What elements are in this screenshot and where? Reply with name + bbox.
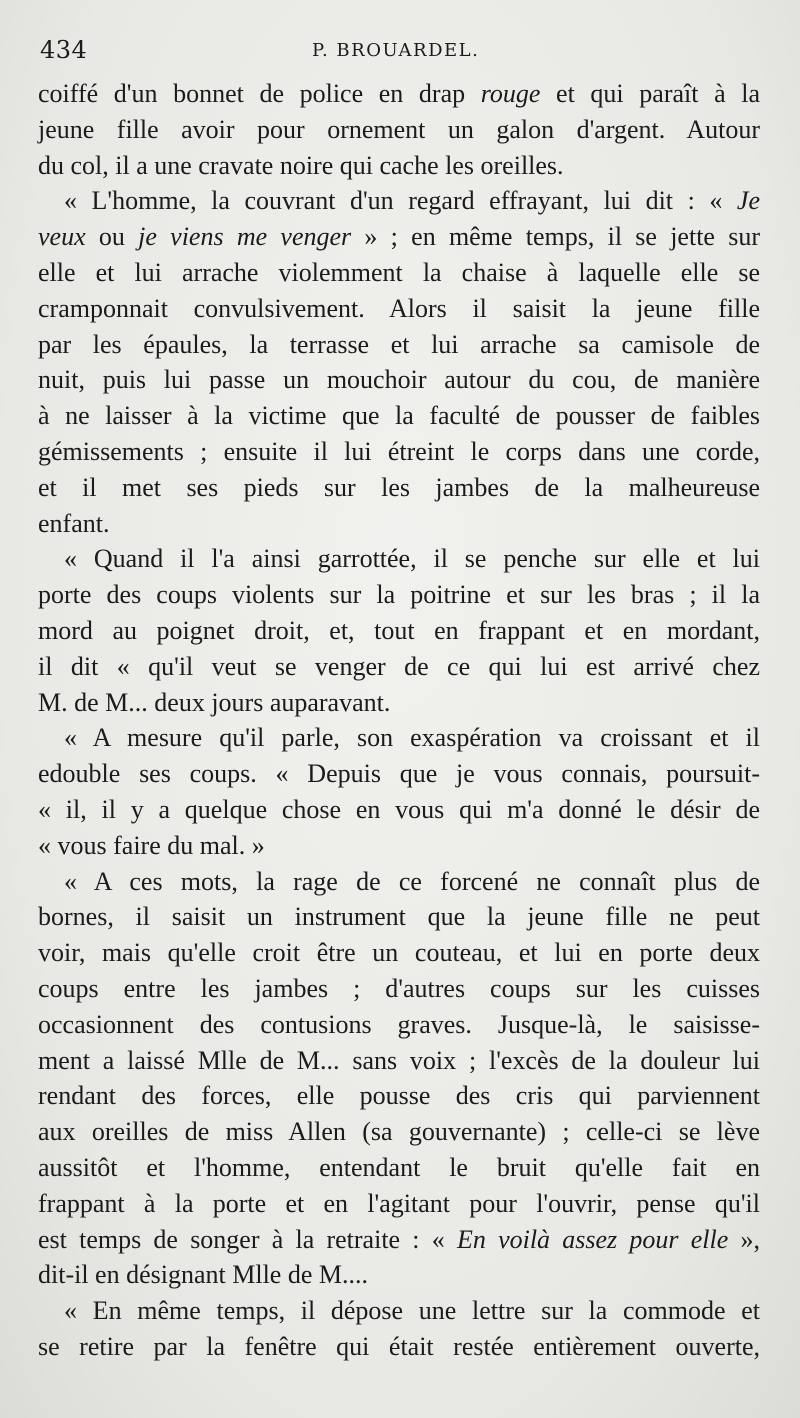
text-run: mord au poignet droit, et, tout en frappant et en mordant,	[38, 615, 760, 645]
text-run: edouble ses coups. « Depuis que je vous connais, poursuit-	[38, 759, 760, 789]
text-run: est temps de songer à la retraite : «	[38, 1224, 457, 1254]
text-line	[38, 792, 760, 828]
text-run: porte des coups violents sur la poitrine et sur les bras ; il la	[38, 580, 760, 610]
text-line	[38, 1150, 760, 1186]
text-line	[38, 1222, 760, 1258]
text-line	[38, 183, 760, 219]
text-run: aux oreilles de miss Allen (sa gouvernante) ; celle-ci se lève	[38, 1117, 760, 1147]
text-run: ou	[85, 222, 139, 252]
text-line	[38, 76, 760, 112]
text-line	[38, 541, 760, 577]
text-run: et qui paraît à la	[540, 79, 760, 108]
text-run: elle et lui arrache violemment la chaise à laquelle elle se	[38, 257, 760, 287]
text-run: M. de M... deux jours auparavant.	[38, 687, 391, 717]
text-run: » ; en même temps, il se jette sur	[351, 222, 760, 252]
page-header	[40, 36, 760, 70]
text-line	[38, 255, 760, 291]
text-run: aussitôt et l'homme, entendant le bruit qu'elle fait en	[38, 1152, 760, 1182]
text-line	[38, 685, 760, 721]
text-run: gémissements ; ensuite il lui étreint le corps dans une corde,	[38, 436, 760, 466]
text-line	[38, 1114, 760, 1150]
text-line	[38, 1078, 760, 1114]
text-run: « A mesure qu'il parle, son exaspération va croissant et il	[64, 723, 760, 753]
text-line	[38, 720, 760, 756]
text-run: coups entre les jambes ; d'autres coups sur les cuisses	[38, 973, 760, 1003]
text-run: dit-il en désignant Mlle de M....	[38, 1260, 369, 1290]
text-run: par les épaules, la terrasse et lui arrache sa camisole de	[38, 329, 760, 359]
text-run: voir, mais qu'elle croit être un couteau, et lui en porte deux	[38, 938, 760, 968]
italic-text: je viens me venger	[138, 222, 352, 252]
text-line	[38, 1043, 760, 1079]
text-line	[38, 577, 760, 613]
text-line	[38, 1007, 760, 1043]
text-line	[38, 1329, 760, 1365]
text-run: nuit, puis lui passe un mouchoir autour du cou, de manière	[38, 365, 760, 395]
text-run: bornes, il saisit un instrument que la jeune fille ne peut	[38, 902, 760, 932]
text-run: « En même temps, il dépose une lettre sur la commode et	[64, 1296, 760, 1326]
text-run: « L'homme, la couvrant d'un regard effrayant, lui dit : «	[64, 186, 737, 216]
text-line	[38, 148, 760, 184]
text-line	[38, 971, 760, 1007]
text-run: à ne laisser à la victime que la faculté de pousser de faibles	[38, 401, 760, 431]
text-run: « A ces mots, la rage de ce forcené ne connaît plus de	[64, 866, 760, 896]
text-run: coiffé d'un bonnet de police en drap	[38, 79, 481, 108]
text-line	[38, 398, 760, 434]
text-run: du col, il a une cravate noire qui cache les oreilles.	[38, 150, 564, 180]
text-line	[38, 1293, 760, 1329]
text-line	[38, 327, 760, 363]
text-run: rendant des forces, elle pousse des cris qui parviennent	[38, 1081, 760, 1111]
italic-text: rouge	[480, 79, 541, 108]
body-text	[38, 76, 760, 1365]
text-line	[38, 935, 760, 971]
text-line	[38, 112, 760, 148]
text-line	[38, 470, 760, 506]
text-line	[38, 828, 760, 864]
text-line	[38, 864, 760, 900]
text-run: cramponnait convulsivement. Alors il saisit la jeune fille	[38, 293, 760, 323]
italic-text: En voilà assez pour elle	[456, 1224, 729, 1254]
text-line	[38, 756, 760, 792]
running-head: P. BROUARDEL.	[312, 40, 480, 61]
italic-text: veux	[38, 222, 86, 252]
text-line	[38, 649, 760, 685]
text-line	[38, 1186, 760, 1222]
text-run: »,	[728, 1224, 760, 1254]
text-run: « vous faire du mal. »	[38, 830, 265, 860]
text-line	[38, 899, 760, 935]
text-run: il dit « qu'il veut se venger de ce qui lui est arrivé chez	[38, 651, 760, 681]
text-line	[38, 434, 760, 470]
text-line	[38, 362, 760, 398]
italic-text: Je	[736, 186, 760, 216]
text-run: ment a laissé Mlle de M... sans voix ; l'excès de la douleur lui	[38, 1045, 760, 1075]
text-run: se retire par la fenêtre qui était restée entièrement ouverte,	[38, 1331, 760, 1361]
page-number: 434	[40, 36, 88, 64]
text-run: occasionnent des contusions graves. Jusque-là, le saisisse-	[38, 1009, 760, 1039]
text-run: frappant à la porte et en l'agitant pour l'ouvrir, pense qu'il	[38, 1188, 760, 1218]
text-run: enfant.	[38, 508, 110, 538]
text-run: jeune fille avoir pour ornement un galon d'argent. Autour	[38, 114, 760, 144]
text-line	[38, 291, 760, 327]
text-line	[38, 1257, 760, 1293]
text-run: « Quand il l'a ainsi garrottée, il se penche sur elle et lui	[64, 544, 760, 574]
text-run: et il met ses pieds sur les jambes de la malheureuse	[38, 472, 760, 502]
text-line	[38, 219, 760, 255]
text-run: « il, il y a quelque chose en vous qui m'a donné le désir de	[38, 794, 760, 824]
text-line	[38, 506, 760, 542]
text-line	[38, 613, 760, 649]
